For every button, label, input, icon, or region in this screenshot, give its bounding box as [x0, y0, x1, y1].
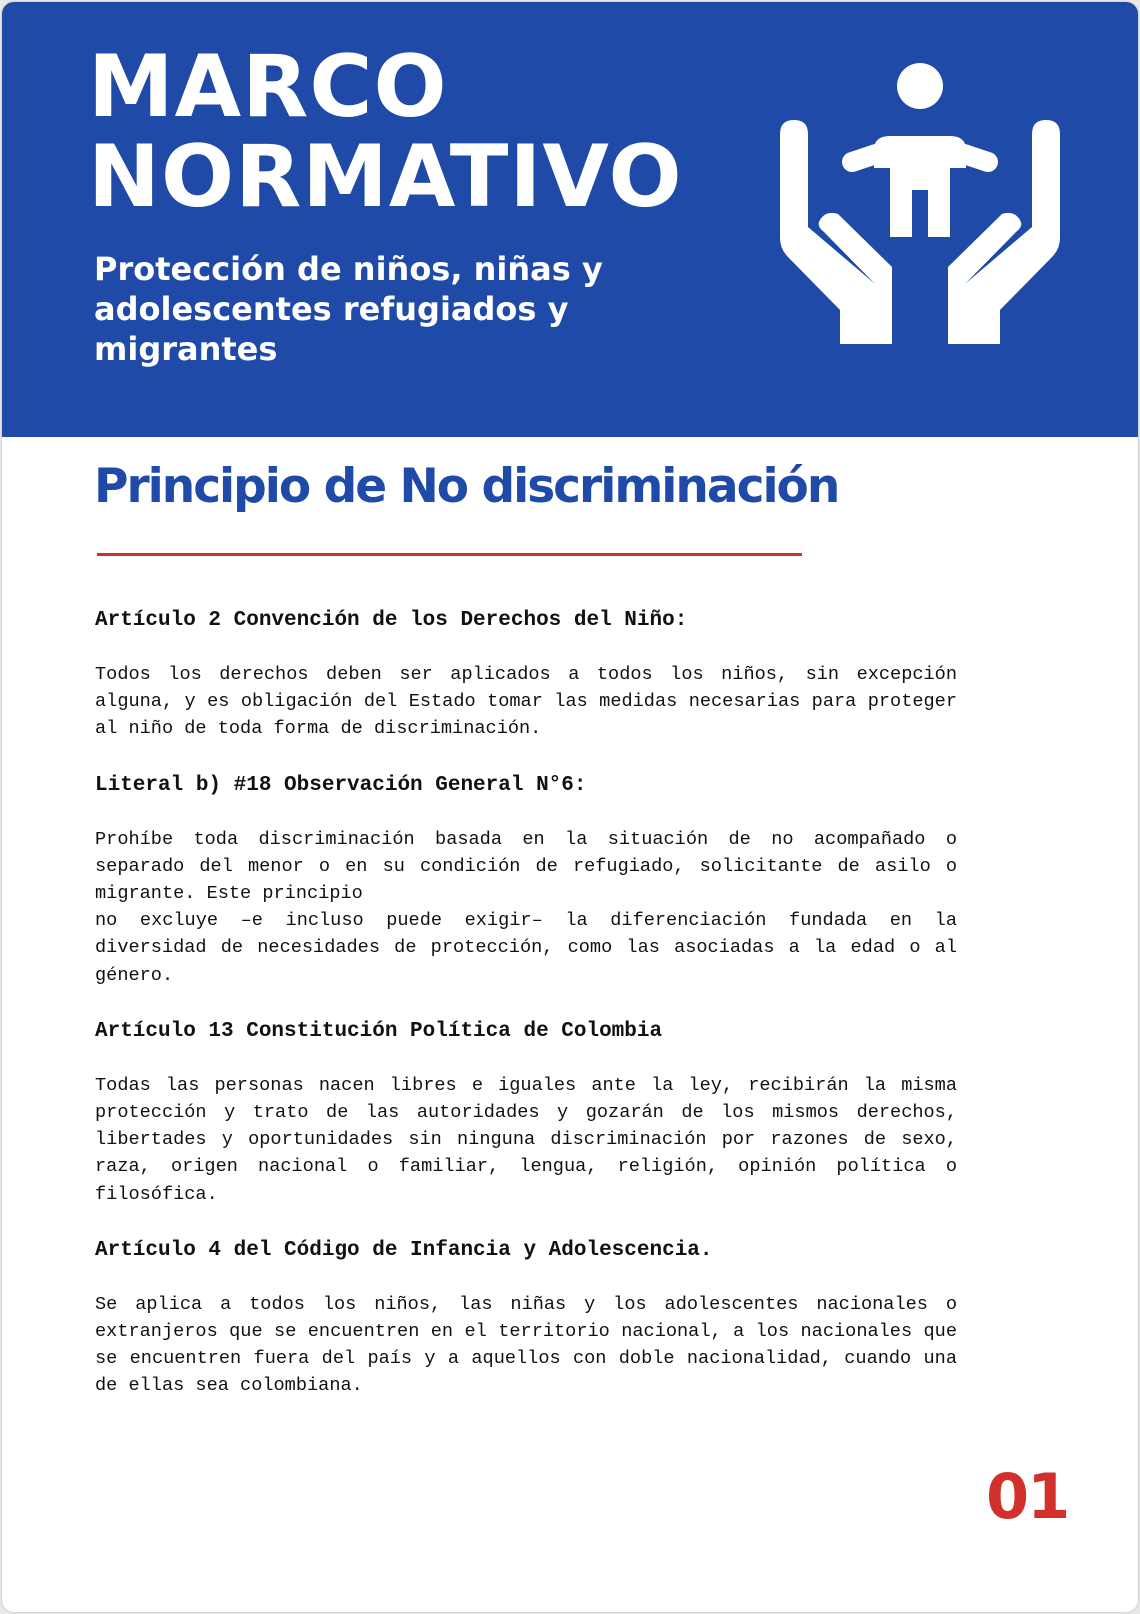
- page-number: 01: [986, 1460, 1069, 1533]
- article-heading: Artículo 4 del Código de Infancia y Adolescencia.: [95, 1238, 713, 1262]
- article-body: Prohíbe toda discriminación basada en la situación de no acompañado o separado del menor o en su condición de refugiado, solicitante de asilo o migrante. Este principio no excluye –e incluso puede exigir– la diferenciación fundada en la diversidad de necesidades de protección, como las asociadas a la edad o al género.: [95, 828, 957, 986]
- section-divider: [97, 553, 802, 556]
- child-protected-by-hands-icon: [780, 62, 1060, 347]
- page-title: [88, 37, 683, 227]
- article-heading: Artículo 2 Convención de los Derechos del Niño:: [95, 609, 688, 632]
- section-title: Principio de No discriminación: [94, 459, 839, 514]
- header-banner: [2, 2, 1138, 437]
- title-line-1: MARCO: [88, 37, 448, 137]
- article-heading: Artículo 13 Constitución Política de Colombia: [95, 1019, 663, 1043]
- title-line-2: NORMATIVO: [88, 127, 683, 227]
- article-body: Todas las personas nacen libres e iguales ante la ley, recibirán la misma protección y trato de las autoridades y gozarán de los mismos derechos, libertades y oportunidades sin ninguna discriminación por razones de sexo, raza, origen nacional o familiar, lengua, religión, opinión política o filosófica.: [95, 1074, 957, 1205]
- articles-content: [95, 607, 957, 1429]
- article-body: Se aplica a todos los niños, las niñas y los adolescentes nacionales o extranjeros que se encuentren en el territorio nacional, a los nacionales que se encuentren fuera del país y a aquellos con doble nacionalidad, cuando una de ellas sea colombiana.: [95, 1293, 957, 1397]
- article-body: Todos los derechos deben ser aplicados a todos los niños, sin excepción alguna, y es obligación del Estado tomar las medidas necesarias para proteger al niño de toda forma de discriminación.: [95, 664, 957, 740]
- article-heading: Literal b) #18 Observación General N°6:: [95, 773, 587, 797]
- document-page: [2, 2, 1138, 1612]
- page-subtitle: Protección de niños, niñas y adolescentes refugiados y migrantes: [94, 250, 603, 368]
